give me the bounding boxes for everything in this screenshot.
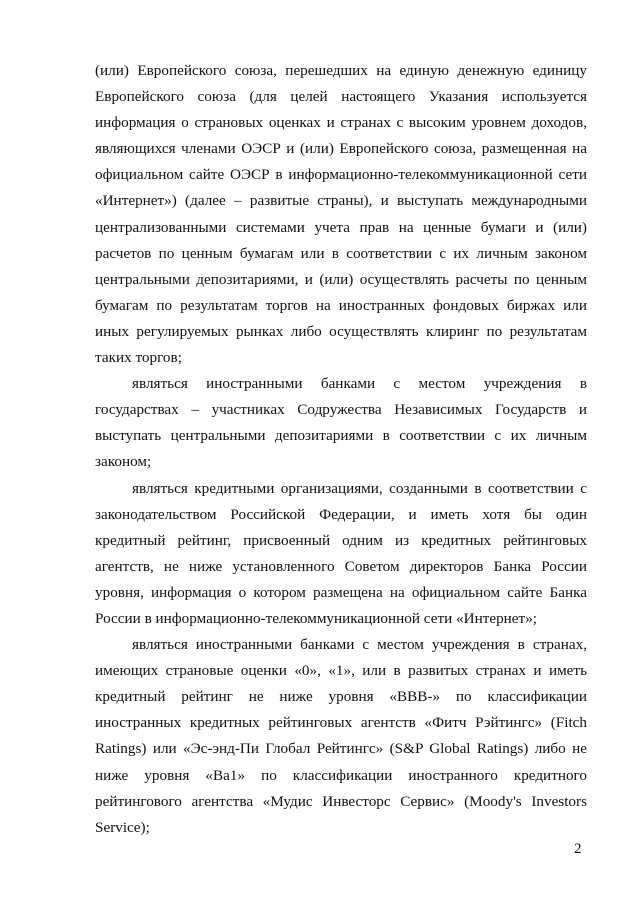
page-number: 2 [574, 841, 582, 857]
paragraph-cis-banks: являться иностранными банками с местом учреждения в государствах – участниках Содружества Независимых Государств и выступать центральными депозитариями в соответствии с их личным законом; [95, 375, 587, 471]
paragraph-credit-organizations: являться кредитными организациями, созданными в соответствии с законодательством Российской Федерации, и иметь хотя бы один кредитный рейтинг, присвоенный одним из кредитных рейтинговых агентств, не ниже установленного Советом директоров Банка России уровня, информация о котором размещена на официальном сайте Банка России в информационно-телекоммуникационной сети «Интернет»; [95, 479, 587, 627]
paragraph-foreign-banks: являться иностранными банками с местом учреждения в странах, имеющих страновые оценки «0», «1», или в развитых странах и иметь кредитный рейтинг не ниже уровня «BBB-» по классификации иностранных кредитных рейтинговых агентств «Фитч Рэйтингс» (Fitch Ratings) или «Эс-энд-Пи Глобал Рейтингс» (S&P Global Ratings) либо не ниже уровня «Ba1» по классификации иностранного кредитного рейтингового агентства «Мудис Инвесторс Сервис» (Moody's Investors Service); [95, 636, 587, 836]
paragraph-continuation: (или) Европейского союза, перешедших на единую денежную единицу Европейского союза (для целей настоящего Указания используется информация о страновых оценках и странах с высоким уровнем доходов, являющихся членами ОЭСР и (или) Европейского союза, размещенная на официальном сайте ОЭСР в информационно-телекоммуникационной сети «Интернет») (далее – развитые страны), и выступать международными централизованными системами учета прав на ценные бумаги и (или) расчетов по ценным бумагам или в соответствии с их личным законом центральными депозитариями, и (или) осуществлять расчеты по ценным бумагам по результатам торгов на иностранных фондовых биржах или иных регулируемых рынках либо осуществлять клиринг по результатам таких торгов; [95, 62, 587, 367]
body-text [95, 58, 587, 841]
